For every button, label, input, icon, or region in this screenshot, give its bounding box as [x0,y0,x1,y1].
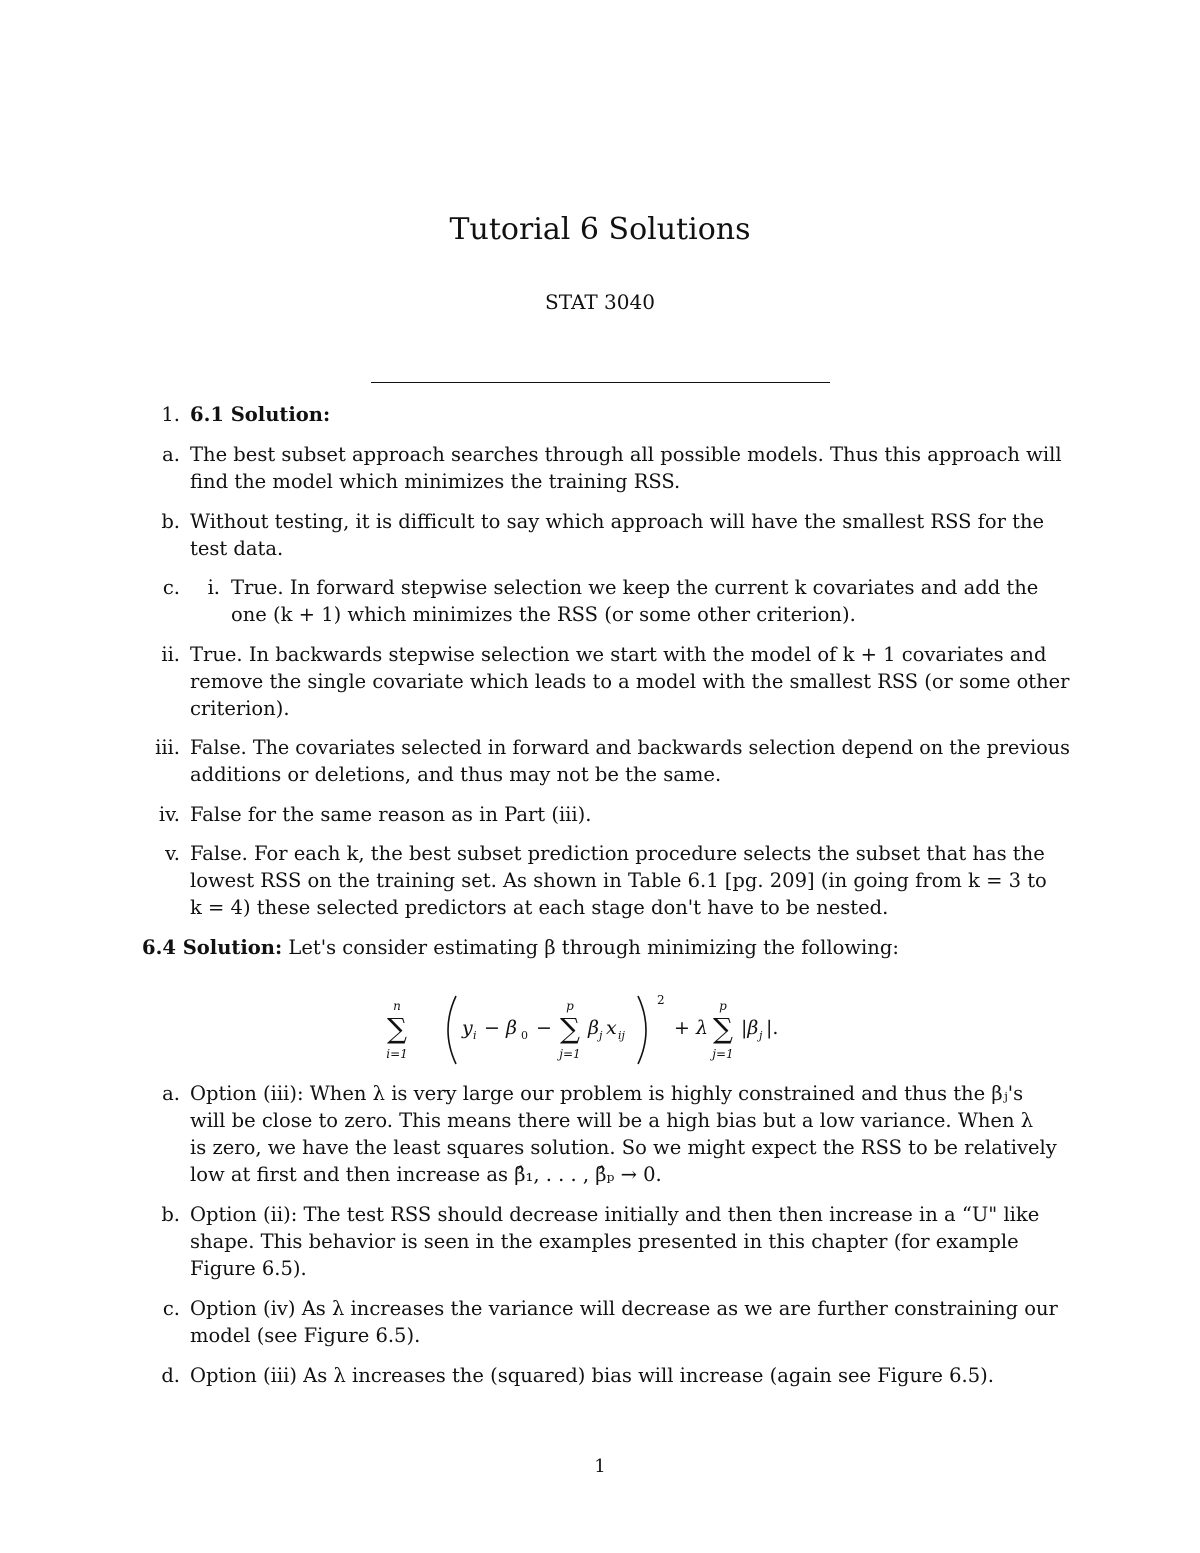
subitem-iii-line-2: additions or deletions, and thus may not be the same. [190,763,722,786]
penalty-summation-symbol: ∑ [713,1012,733,1045]
objective-equation [380,990,820,1070]
subitem-v-line-1: False. For each k, the best subset prediction procedure selects the subset that has the [190,842,1045,865]
item-4c-line-2: model (see Figure 6.5). [190,1324,421,1347]
item-b-line-1: Without testing, it is difficult to say which approach will have the smallest RSS for the [190,510,1045,533]
summation-symbol: ∑ [387,1012,407,1045]
penalty-sum-upper-limit: p [719,999,727,1013]
beta-j-symbol: β [588,1017,599,1039]
item-4b-line-1: Option (ii): The test RSS should decrease initially and then then increase in a “U" like [190,1203,1040,1226]
item-4d-line-1: Option (iii) As λ increases the (squared) bias will increase (again see Figure 6.5). [190,1364,994,1387]
item-label-c: c. [162,576,180,599]
left-parenthesis [448,996,456,1064]
beta-j-subscript: j [599,1029,603,1042]
item-4c-line-1: Option (iv) As λ increases the variance will decrease as we are further constraining our [190,1297,1058,1320]
abs-beta-subscript: j [759,1029,763,1042]
subitem-v-line-3: k = 4) these selected predictors at each stage don't have to be nested. [190,896,889,919]
y-symbol: y [462,1017,473,1039]
subitem-iii-line-1: False. The covariates selected in forward and backwards selection depend on the previous [190,736,1070,759]
section-heading-6-1: 6.1 Solution: [190,403,331,426]
plus-lambda: + λ [674,1017,709,1039]
subitem-label-ii: ii. [161,643,180,666]
abs-close: |. [766,1017,779,1039]
right-parenthesis [638,996,646,1064]
y-subscript: i [473,1029,477,1042]
item-label-b: b. [161,510,180,533]
x-symbol: x [606,1017,617,1039]
subitem-i-line-2: one (k + 1) which minimizes the RSS (or some other criterion). [231,603,856,626]
item-4b-line-2: shape. This behavior is seen in the examples presented in this chapter (for example [190,1230,1019,1253]
subitem-ii-line-2: remove the single covariate which leads to a model with the smallest RSS (or some other [190,670,1070,693]
subitem-v-line-2: lowest RSS on the training set. As shown in Table 6.1 [pg. 209] (in going from k = 3 to [190,869,1047,892]
subitem-label-iii: iii. [155,736,180,759]
item-4a-line-2: will be close to zero. This means there will be a high bias but a low variance. When λ [190,1109,1034,1132]
subitem-label-i: i. [207,576,220,599]
subitem-label-v: v. [165,842,180,865]
inner-summation-symbol: ∑ [560,1012,580,1045]
item-4-label-a: a. [162,1082,180,1105]
inner-sum-lower-limit: j=1 [559,1047,581,1061]
page-number: 1 [594,1456,606,1477]
square-exponent: 2 [657,993,665,1007]
item-4-label-d: d. [161,1364,180,1387]
item-a-line-2: find the model which minimizes the training RSS. [190,470,681,493]
sum-upper-limit: n [393,999,401,1013]
beta-zero-term: − β [484,1017,517,1039]
subitem-iv-line-1: False for the same reason as in Part (iii). [190,803,592,826]
course-code: STAT 3040 [545,290,655,314]
item-4a-line-3: is zero, we have the least squares solution. So we might expect the RSS to be relatively [190,1136,1057,1159]
item-b-line-2: test data. [190,537,284,560]
item-4a-line-1: Option (iii): When λ is very large our problem is highly constrained and thus the βⱼ's [190,1082,1024,1105]
item-4b-line-3: Figure 6.5). [190,1257,307,1280]
subitem-ii-line-3: criterion). [190,697,290,720]
sum-lower-limit: i=1 [386,1047,408,1061]
item-4a-line-4: low at first and then increase as β̂₁, . . . , β̂ₚ → 0. [190,1163,662,1186]
subitem-ii-line-1: True. In backwards stepwise selection we start with the model of k + 1 covariates and [190,643,1047,666]
title-divider [371,382,830,383]
x-subscript: ij [618,1029,625,1042]
document-title: Tutorial 6 Solutions [449,212,751,247]
item-4-label-c: c. [162,1297,180,1320]
penalty-sum-lower-limit: j=1 [712,1047,734,1061]
section-heading-6-4: 6.4 Solution: Let's consider estimating β through minimizing the following: [142,936,899,959]
beta-zero-subscript: 0 [521,1029,528,1042]
abs-beta: |β [741,1017,759,1039]
minus-sign: − [536,1017,552,1039]
subitem-label-iv: iv. [158,803,180,826]
subitem-i-line-1: True. In forward stepwise selection we keep the current k covariates and add the [231,576,1039,599]
item-4-label-b: b. [161,1203,180,1226]
item-label-a: a. [162,443,180,466]
question-number: 1. [161,403,180,426]
item-a-line-1: The best subset approach searches through all possible models. Thus this approach will [190,443,1062,466]
inner-sum-upper-limit: p [566,999,574,1013]
